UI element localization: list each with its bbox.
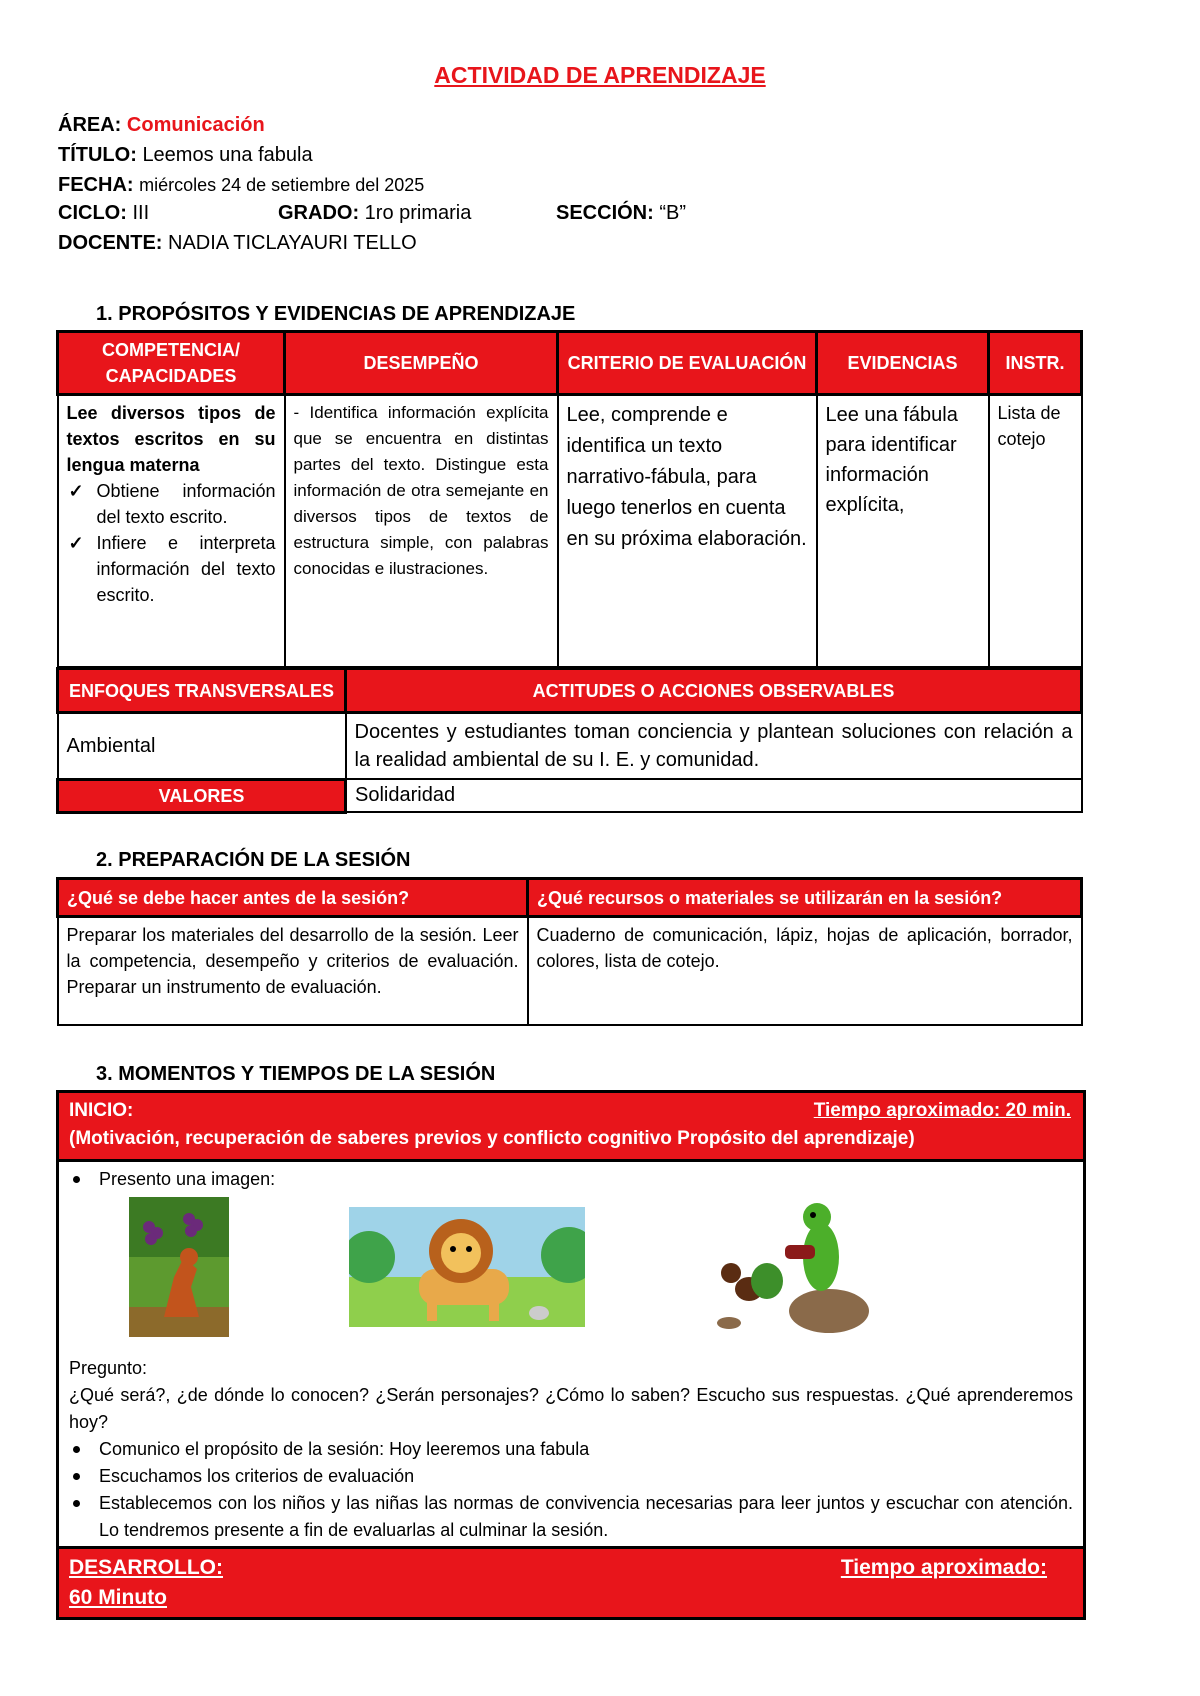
col-evidencias: EVIDENCIAS bbox=[817, 332, 989, 395]
grado-value: 1ro primaria bbox=[364, 202, 472, 224]
area-line: ÁREA: Comunicación bbox=[58, 114, 265, 136]
criterio-cell: Lee, comprende e identifica un texto narrativo-fábula, para luego tenerlos en cuenta en su próxima elaboración. bbox=[558, 395, 817, 667]
instr-cell: Lista de cotejo bbox=[989, 395, 1082, 667]
question-resources: ¿Qué recursos o materiales se utilizarán en la sesión? bbox=[528, 879, 1082, 917]
fox-grapes-image bbox=[129, 1197, 229, 1337]
desarrollo-minutos: 60 Minuto bbox=[69, 1586, 167, 1609]
section1-heading: 1. PROPÓSITOS Y EVIDENCIAS DE APRENDIZAJE bbox=[96, 303, 576, 325]
ciclo-line: CICLO: III bbox=[58, 202, 150, 224]
seccion-value: “B” bbox=[659, 202, 687, 224]
valores-header: VALORES bbox=[58, 779, 346, 812]
section3-heading: 3. MOMENTOS Y TIEMPOS DE LA SESIÓN bbox=[96, 1063, 496, 1085]
enfoques-header: ENFOQUES TRANSVERSALES bbox=[58, 669, 346, 713]
lion-mouse-image bbox=[349, 1207, 585, 1327]
desarrollo-tiempo: Tiempo aproximado: bbox=[840, 1556, 1047, 1579]
inicio-content bbox=[59, 1162, 1083, 1548]
desempeno-cell: - Identifica información explícita que se encuentra en distintas partes del texto. Distingue esta información de otra semejante en diversos tipos de textos de estructura simple, con palabras conocidas e ilustraciones. bbox=[285, 395, 558, 667]
answer-before: Preparar los materiales del desarrollo de la sesión. Leer la competencia, desempeño y criterios de evaluación. Preparar un instrumento de evaluación. bbox=[58, 917, 528, 1025]
col-competencia: COMPETENCIA/ CAPACIDADES bbox=[58, 332, 285, 395]
page-title: ACTIVIDAD DE APRENDIZAJE bbox=[434, 62, 766, 88]
competencia-text: Lee diversos tipos de textos escritos en su lengua materna bbox=[66, 403, 276, 475]
preparacion-table bbox=[56, 877, 1083, 1026]
ant-grasshopper-image bbox=[709, 1193, 879, 1343]
bullet-item: Escuchamos los criterios de evaluación bbox=[69, 1463, 1073, 1490]
propositos-table bbox=[56, 330, 1083, 668]
capacidades-list bbox=[67, 478, 276, 608]
images-row bbox=[69, 1193, 1073, 1355]
inicio-bullets bbox=[69, 1436, 1073, 1544]
capacidad-item: ✓ Obtiene información del texto escrito. bbox=[67, 478, 276, 530]
inicio-subtitle: (Motivación, recuperación de saberes previos y conflicto cognitivo Propósito del aprendizaje) bbox=[69, 1128, 915, 1149]
inicio-bar bbox=[59, 1093, 1083, 1162]
desarrollo-bar bbox=[59, 1546, 1083, 1617]
answer-resources: Cuaderno de comunicación, lápiz, hojas de aplicación, borrador, colores, lista de cotejo. bbox=[528, 917, 1082, 1025]
titulo-value: Leemos una fabula bbox=[142, 144, 313, 166]
grado-line: GRADO: 1ro primaria bbox=[278, 202, 472, 224]
bullet-item: Establecemos con los niños y las niñas las normas de convivencia necesarias para leer juntos y escuchar con atención. Lo tendremos presente a fin de evaluarlas al culminar la sesión. bbox=[69, 1490, 1073, 1544]
actitudes-header: ACTITUDES O ACCIONES OBSERVABLES bbox=[346, 669, 1082, 713]
preguntas-text: ¿Qué será?, ¿de dónde lo conocen? ¿Serán personajes? ¿Cómo lo saben? Escucho sus respuestas. ¿Qué aprenderemos hoy? bbox=[69, 1385, 1073, 1432]
enfoques-table bbox=[56, 667, 1083, 814]
inicio-label: INICIO: bbox=[69, 1100, 134, 1121]
col-criterio: CRITERIO DE EVALUACIÓN bbox=[558, 332, 817, 395]
question-before: ¿Qué se debe hacer antes de la sesión? bbox=[58, 879, 528, 917]
actitud-cell: Docentes y estudiantes toman conciencia y plantean soluciones con relación a la realidad ambiental de su I. E. y comunidad. bbox=[346, 713, 1082, 780]
fecha-line: FECHA: miércoles 24 de setiembre del 2025 bbox=[58, 174, 425, 196]
inicio-tiempo: Tiempo aproximado: 20 min. bbox=[813, 1100, 1071, 1121]
col-desempeno: DESEMPEÑO bbox=[285, 332, 558, 395]
imagen-bullet bbox=[69, 1166, 1073, 1193]
docente-line: DOCENTE: NADIA TICLAYAURI TELLO bbox=[58, 232, 417, 254]
col-instr: INSTR. bbox=[989, 332, 1082, 395]
evidencias-cell: Lee una fábula para identificar información explícita, bbox=[817, 395, 989, 667]
ciclo-value: III bbox=[132, 202, 150, 224]
fecha-value: miércoles 24 de setiembre del 2025 bbox=[139, 175, 425, 195]
enfoque-cell: Ambiental bbox=[58, 713, 346, 780]
valor-cell: Solidaridad bbox=[346, 779, 1082, 812]
bullet-item: Presento una imagen: bbox=[69, 1166, 1073, 1193]
docente-value: NADIA TICLAYAURI TELLO bbox=[168, 232, 417, 254]
momentos-box bbox=[56, 1090, 1086, 1620]
competencia-cell bbox=[58, 395, 285, 667]
bullet-item: Comunico el propósito de la sesión: Hoy leeremos una fabula bbox=[69, 1436, 1073, 1463]
pregunto-label: Pregunto: bbox=[69, 1358, 148, 1378]
seccion-line: SECCIÓN: “B” bbox=[556, 202, 687, 224]
capacidad-item: ✓ Infiere e interpreta información del texto escrito. bbox=[67, 530, 276, 608]
section2-heading: 2. PREPARACIÓN DE LA SESIÓN bbox=[96, 849, 411, 871]
titulo-line: TÍTULO: Leemos una fabula bbox=[58, 144, 313, 166]
area-value: Comunicación bbox=[126, 114, 265, 136]
desarrollo-label: DESARROLLO: bbox=[69, 1556, 223, 1579]
